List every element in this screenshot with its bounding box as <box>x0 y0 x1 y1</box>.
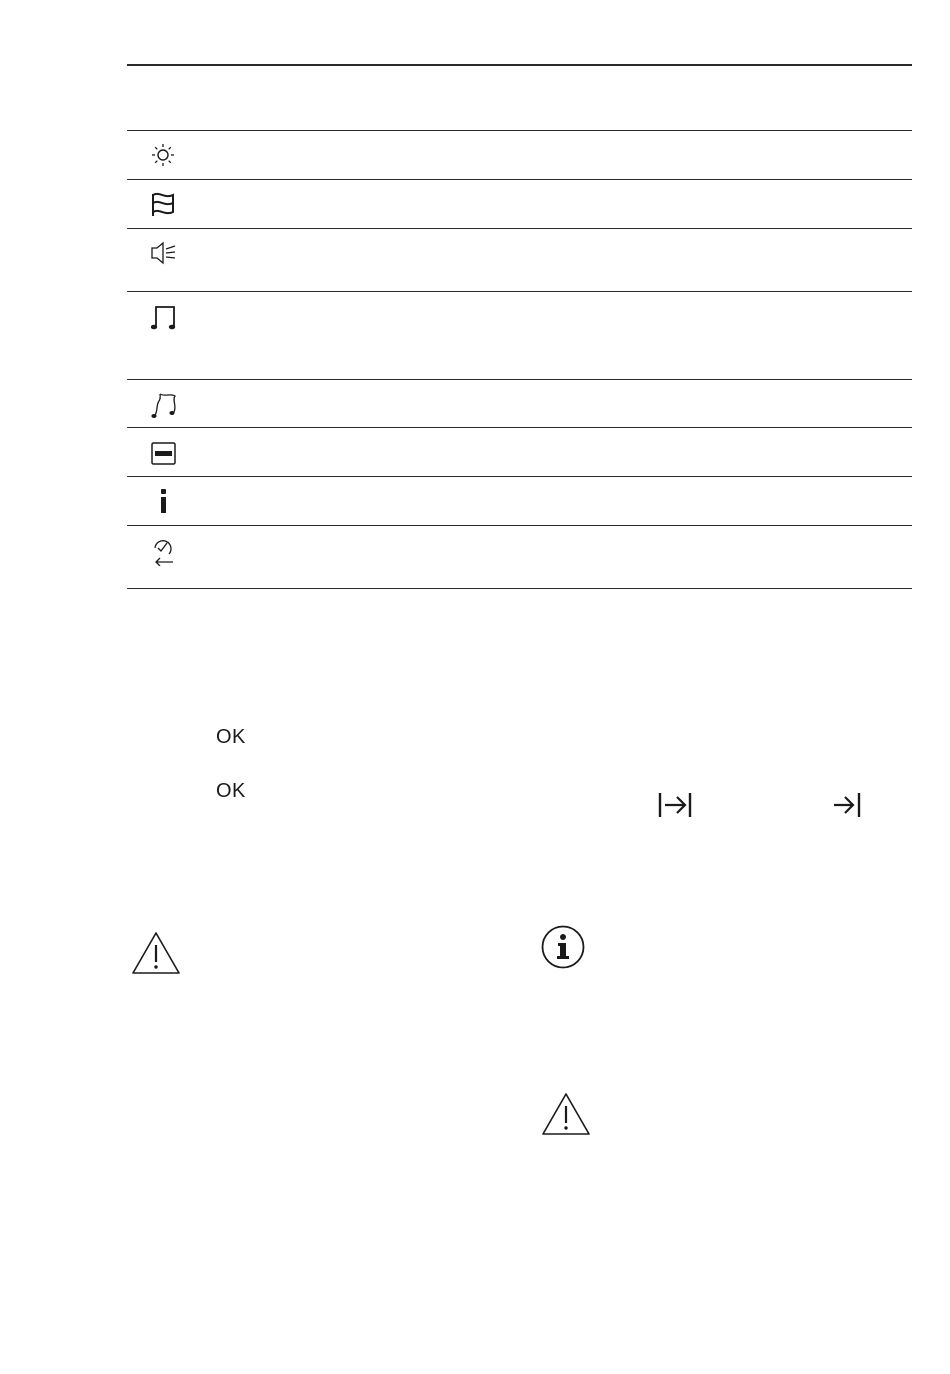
ok-key-label: OK <box>216 780 246 802</box>
table-header <box>127 64 912 131</box>
table-row-language <box>127 180 912 229</box>
brightness-sun-icon <box>151 143 179 171</box>
melody-notes-icon <box>151 392 179 420</box>
warning-triangle-icon <box>130 930 182 976</box>
table-row-melody <box>127 380 912 428</box>
table-row-demo <box>127 428 912 477</box>
ok-key-label: OK <box>216 726 246 748</box>
information-circle-icon <box>540 924 586 970</box>
table-row-key-tone <box>127 229 912 292</box>
language-flag-icon <box>151 192 179 220</box>
skip-next-icon <box>833 792 863 818</box>
settings-table <box>127 64 912 589</box>
info-icon <box>151 489 179 517</box>
table-row-factory-settings <box>127 526 912 589</box>
key-tone-speaker-icon <box>151 241 179 269</box>
buzzer-volume-note-icon <box>151 304 179 332</box>
demo-mode-icon <box>151 440 179 468</box>
factory-reset-icon <box>151 538 179 566</box>
table-row-buzzer-volume <box>127 292 912 380</box>
warning-triangle-icon <box>540 1091 592 1137</box>
table-row-information <box>127 477 912 526</box>
skip-to-end-icon <box>658 792 694 818</box>
table-row-brightness <box>127 131 912 180</box>
